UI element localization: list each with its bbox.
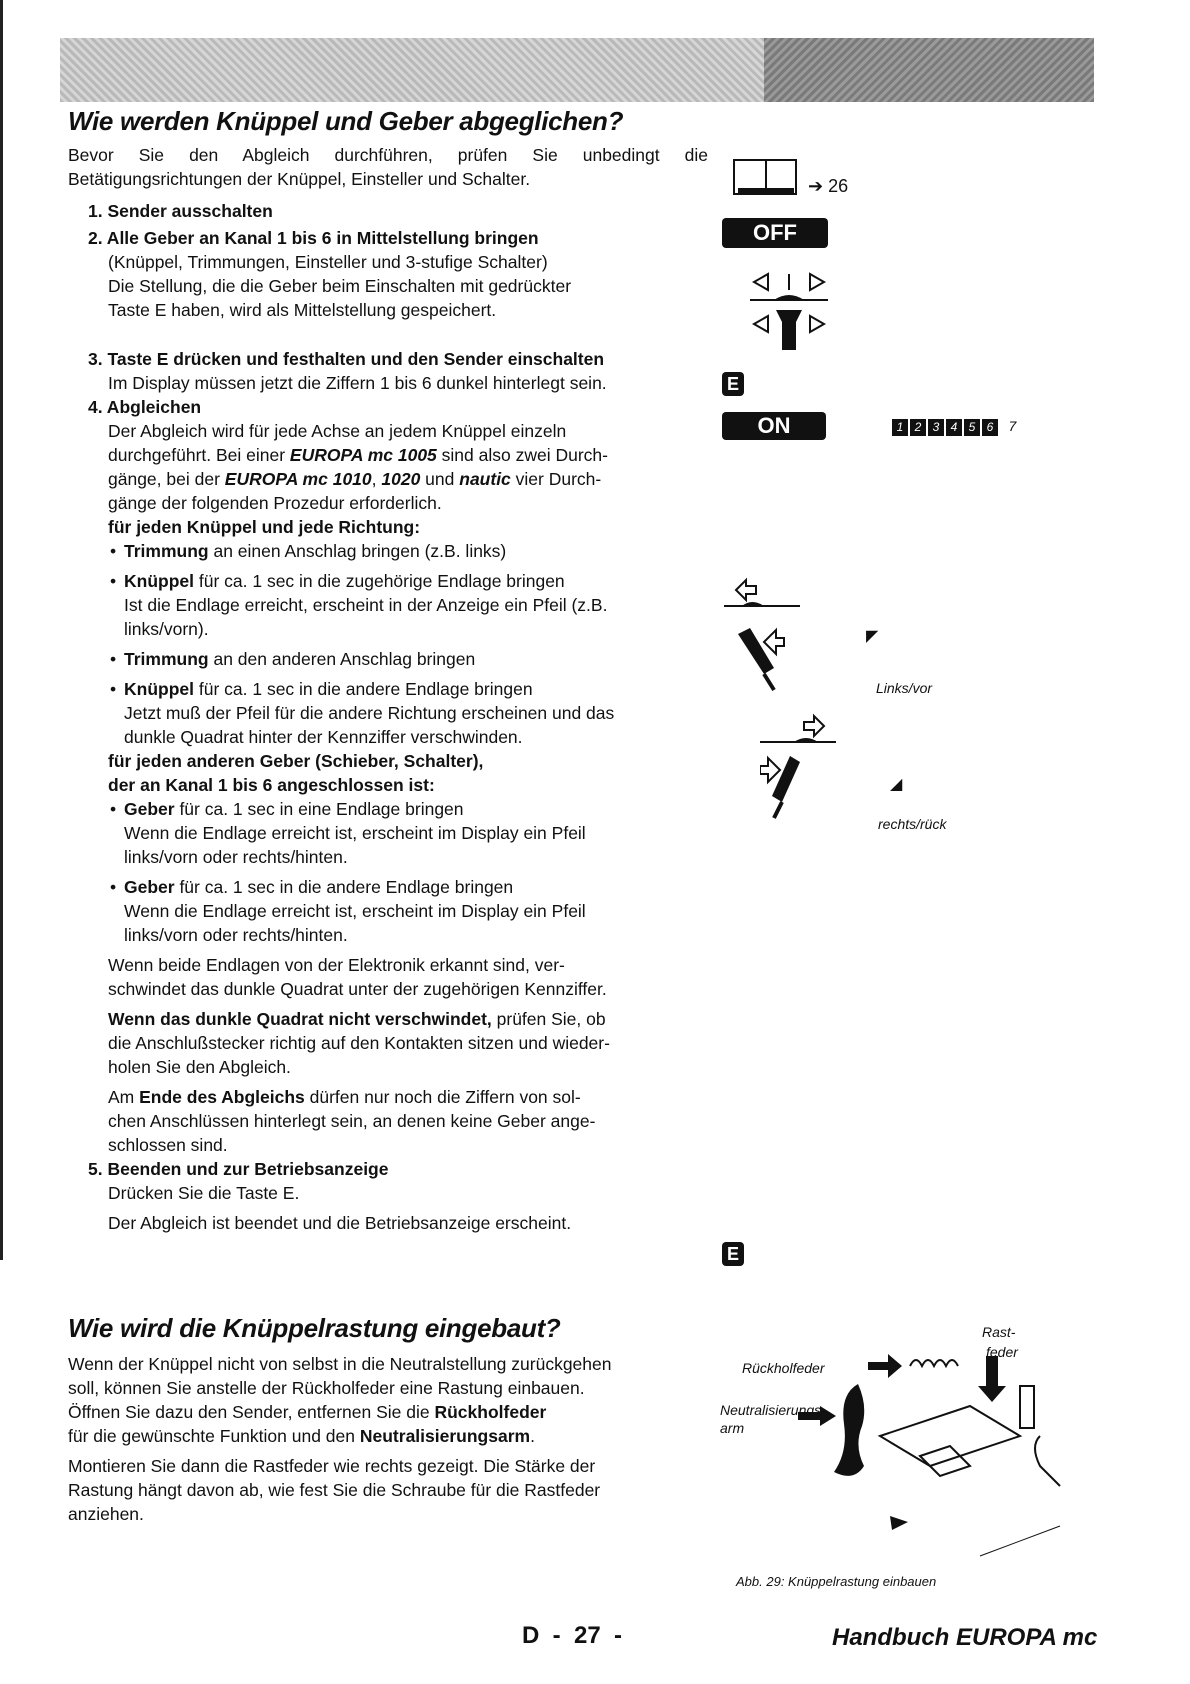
bullet-knueppel-1-line2: Ist die Endlage erreicht, erscheint in der Anzeige ein Pfeil (z.B. [124, 595, 608, 615]
book-icon [732, 158, 804, 203]
fig-label-rueckholfeder: Rückholfeder [742, 1360, 825, 1376]
digit-5: 5 [964, 419, 980, 436]
digit-3: 3 [928, 419, 944, 436]
bullet-geber-2: • Geber für ca. 1 sec in die andere Endlage bringen [68, 875, 708, 899]
subheading-geber-2: der an Kanal 1 bis 6 angeschlossen ist: [108, 775, 435, 795]
on-key: ON [722, 412, 826, 440]
header-banner [60, 38, 1094, 102]
digit-6: 6 [982, 419, 998, 436]
page-edge-rule [0, 0, 3, 1260]
step4-line2: durchgeführt. Bei einer EUROPA mc 1005 sind also zwei Durch- [108, 445, 608, 465]
step4: 4. Abgleichen [88, 397, 202, 417]
step5-line2: Der Abgleich ist beendet und die Betriebsanzeige erscheint. [108, 1213, 572, 1233]
stick-right-icon [760, 752, 820, 827]
section2-line3: Öffnen Sie dazu den Sender, entfernen Sie die Rückholfeder [68, 1402, 547, 1422]
subheading-knueppel: für jeden Knüppel und jede Richtung: [108, 517, 421, 537]
section2 [68, 1313, 708, 1526]
stick-center-icon [744, 256, 834, 371]
bullet-knueppel-2-line2: Jetzt muß der Pfeil für die andere Richtung erscheinen und das [124, 703, 615, 723]
display-digits [892, 418, 1016, 436]
bullet-geber-1-line2: Wenn die Endlage erreicht ist, erscheint im Display ein Pfeil [124, 823, 586, 843]
subheading-geber-1: für jeden anderen Geber (Schieber, Schalter), [108, 751, 484, 771]
step3: 3. Taste E drücken und festhalten und den Sender einschalten [88, 349, 605, 369]
arrow-rechts-icon: ◢ [890, 776, 903, 793]
step1: 1. Sender ausschalten [88, 201, 273, 221]
section2-mount-line1: Montieren Sie dann die Rastfeder wie rechts gezeigt. Die Stärke der [68, 1456, 596, 1476]
bullet-trimmung-2: • Trimmung an den anderen Anschlag bringen [68, 647, 708, 671]
para-quadrat-line3: holen Sie den Abgleich. [108, 1057, 291, 1077]
bullet-geber-2-line3: links/vorn oder rechts/hinten. [124, 925, 348, 945]
section2-line1: Wenn der Knüppel nicht von selbst in die Neutralstellung zurückgehen [68, 1354, 612, 1374]
trim-right-icon [758, 706, 838, 751]
step4-line3: gänge, bei der EUROPA mc 1010, 1020 und nautic vier Durch- [108, 469, 602, 489]
para-endlagen-line1: Wenn beide Endlagen von der Elektronik erkannt sind, ver- [108, 955, 565, 975]
digit-1: 1 [892, 419, 908, 436]
step4-line1: Der Abgleich wird für jede Achse an jedem Knüppel einzeln [108, 421, 567, 441]
fig-label-neutral-2: arm [720, 1420, 745, 1436]
para-quadrat-line1: Wenn das dunkle Quadrat nicht verschwindet, prüfen Sie, ob [108, 1009, 606, 1029]
fig-label-neutral-1: Neutralisierungs- [720, 1402, 826, 1418]
stick-left-icon [730, 624, 790, 699]
arrow-links-icon: ◤ [866, 628, 879, 645]
off-key: OFF [722, 218, 828, 248]
book-reference: ➔ 26 [808, 176, 849, 196]
digit-4: 4 [946, 419, 962, 436]
step5: 5. Beenden und zur Betriebsanzeige [88, 1159, 389, 1179]
bullet-knueppel-2: • Knüppel für ca. 1 sec in die andere Endlage bringen [68, 677, 708, 701]
step2-line3: Taste E haben, wird als Mittelstellung gespeichert. [108, 300, 497, 320]
para-ende-line3: schlossen sind. [108, 1135, 228, 1155]
para-ende-line1: Am Ende des Abgleichs dürfen nur noch die Ziffern von sol- [108, 1087, 581, 1107]
page-number: D - 27 - [522, 1622, 623, 1649]
section2-title: Wie wird die Knüppelrastung eingebaut? [68, 1313, 561, 1343]
fig-label-feder: feder [986, 1344, 1018, 1360]
bullet-geber-1: • Geber für ca. 1 sec in eine Endlage bringen [68, 797, 708, 821]
bullet-knueppel-1: • Knüppel für ca. 1 sec in die zugehörige Endlage bringen [68, 569, 708, 593]
step3-line1: Im Display müssen jetzt die Ziffern 1 bis 6 dunkel hinterlegt sein. [108, 373, 607, 393]
digit-2: 2 [910, 419, 926, 436]
section2-line4: für die gewünschte Funktion und den Neutralisierungsarm. [68, 1426, 535, 1446]
section2-mount-line2: Rastung hängt davon ab, wie fest Sie die Schraube für die Rastfeder [68, 1480, 601, 1500]
step5-line1: Drücken Sie die Taste E. [108, 1183, 300, 1203]
para-ende-line2: chen Anschlüssen hinterlegt sein, an denen keine Geber ange- [108, 1111, 596, 1131]
fig-label-rast: Rast- [982, 1324, 1016, 1340]
figure-caption: Abb. 29: Knüppelrastung einbauen [736, 1574, 937, 1589]
manual-title: Handbuch EUROPA mc [832, 1624, 1098, 1651]
figure-rastung [720, 1326, 1090, 1596]
step2: 2. Alle Geber an Kanal 1 bis 6 in Mittelstellung bringen [88, 228, 539, 248]
section1 [68, 106, 708, 1235]
label-links-vor: Links/vor [876, 680, 933, 696]
e-key-end: E [722, 1242, 744, 1266]
para-endlagen-line2: schwindet das dunkle Quadrat unter der zugehörigen Kennziffer. [108, 979, 607, 999]
bullet-trimmung-1: • Trimmung an einen Anschlag bringen (z.B. links) [68, 539, 708, 563]
section2-line2: soll, können Sie anstelle der Rückholfeder eine Rastung einbauen. [68, 1378, 585, 1398]
section1-intro: Bevor Sie den Abgleich durchführen, prüfen Sie unbedingt die Betätigungsrichtungen der Knüppel, Einsteller und Schalter. [68, 145, 708, 189]
e-key: E [722, 372, 744, 396]
section1-title: Wie werden Knüppel und Geber abgeglichen? [68, 106, 624, 136]
bullet-knueppel-2-line3: dunkle Quadrat hinter der Kennziffer verschwinden. [124, 727, 523, 747]
label-rechts-rueck: rechts/rück [878, 816, 947, 832]
step2-line1: (Knüppel, Trimmungen, Einsteller und 3-stufige Schalter) [108, 252, 548, 272]
step4-line4: gänge der folgenden Prozedur erforderlich. [108, 493, 442, 513]
trim-left-icon [722, 570, 802, 615]
para-quadrat-line2: die Anschlußstecker richtig auf den Kontakten sitzen und wieder- [108, 1033, 610, 1053]
bullet-geber-2-line2: Wenn die Endlage erreicht ist, erscheint im Display ein Pfeil [124, 901, 586, 921]
bullet-knueppel-1-line3: links/vorn). [124, 619, 209, 639]
bullet-geber-1-line3: links/vorn oder rechts/hinten. [124, 847, 348, 867]
step2-line2: Die Stellung, die die Geber beim Einschalten mit gedrückter [108, 276, 572, 296]
section2-mount-line3: anziehen. [68, 1504, 144, 1524]
digit-7: 7 [1008, 418, 1017, 434]
